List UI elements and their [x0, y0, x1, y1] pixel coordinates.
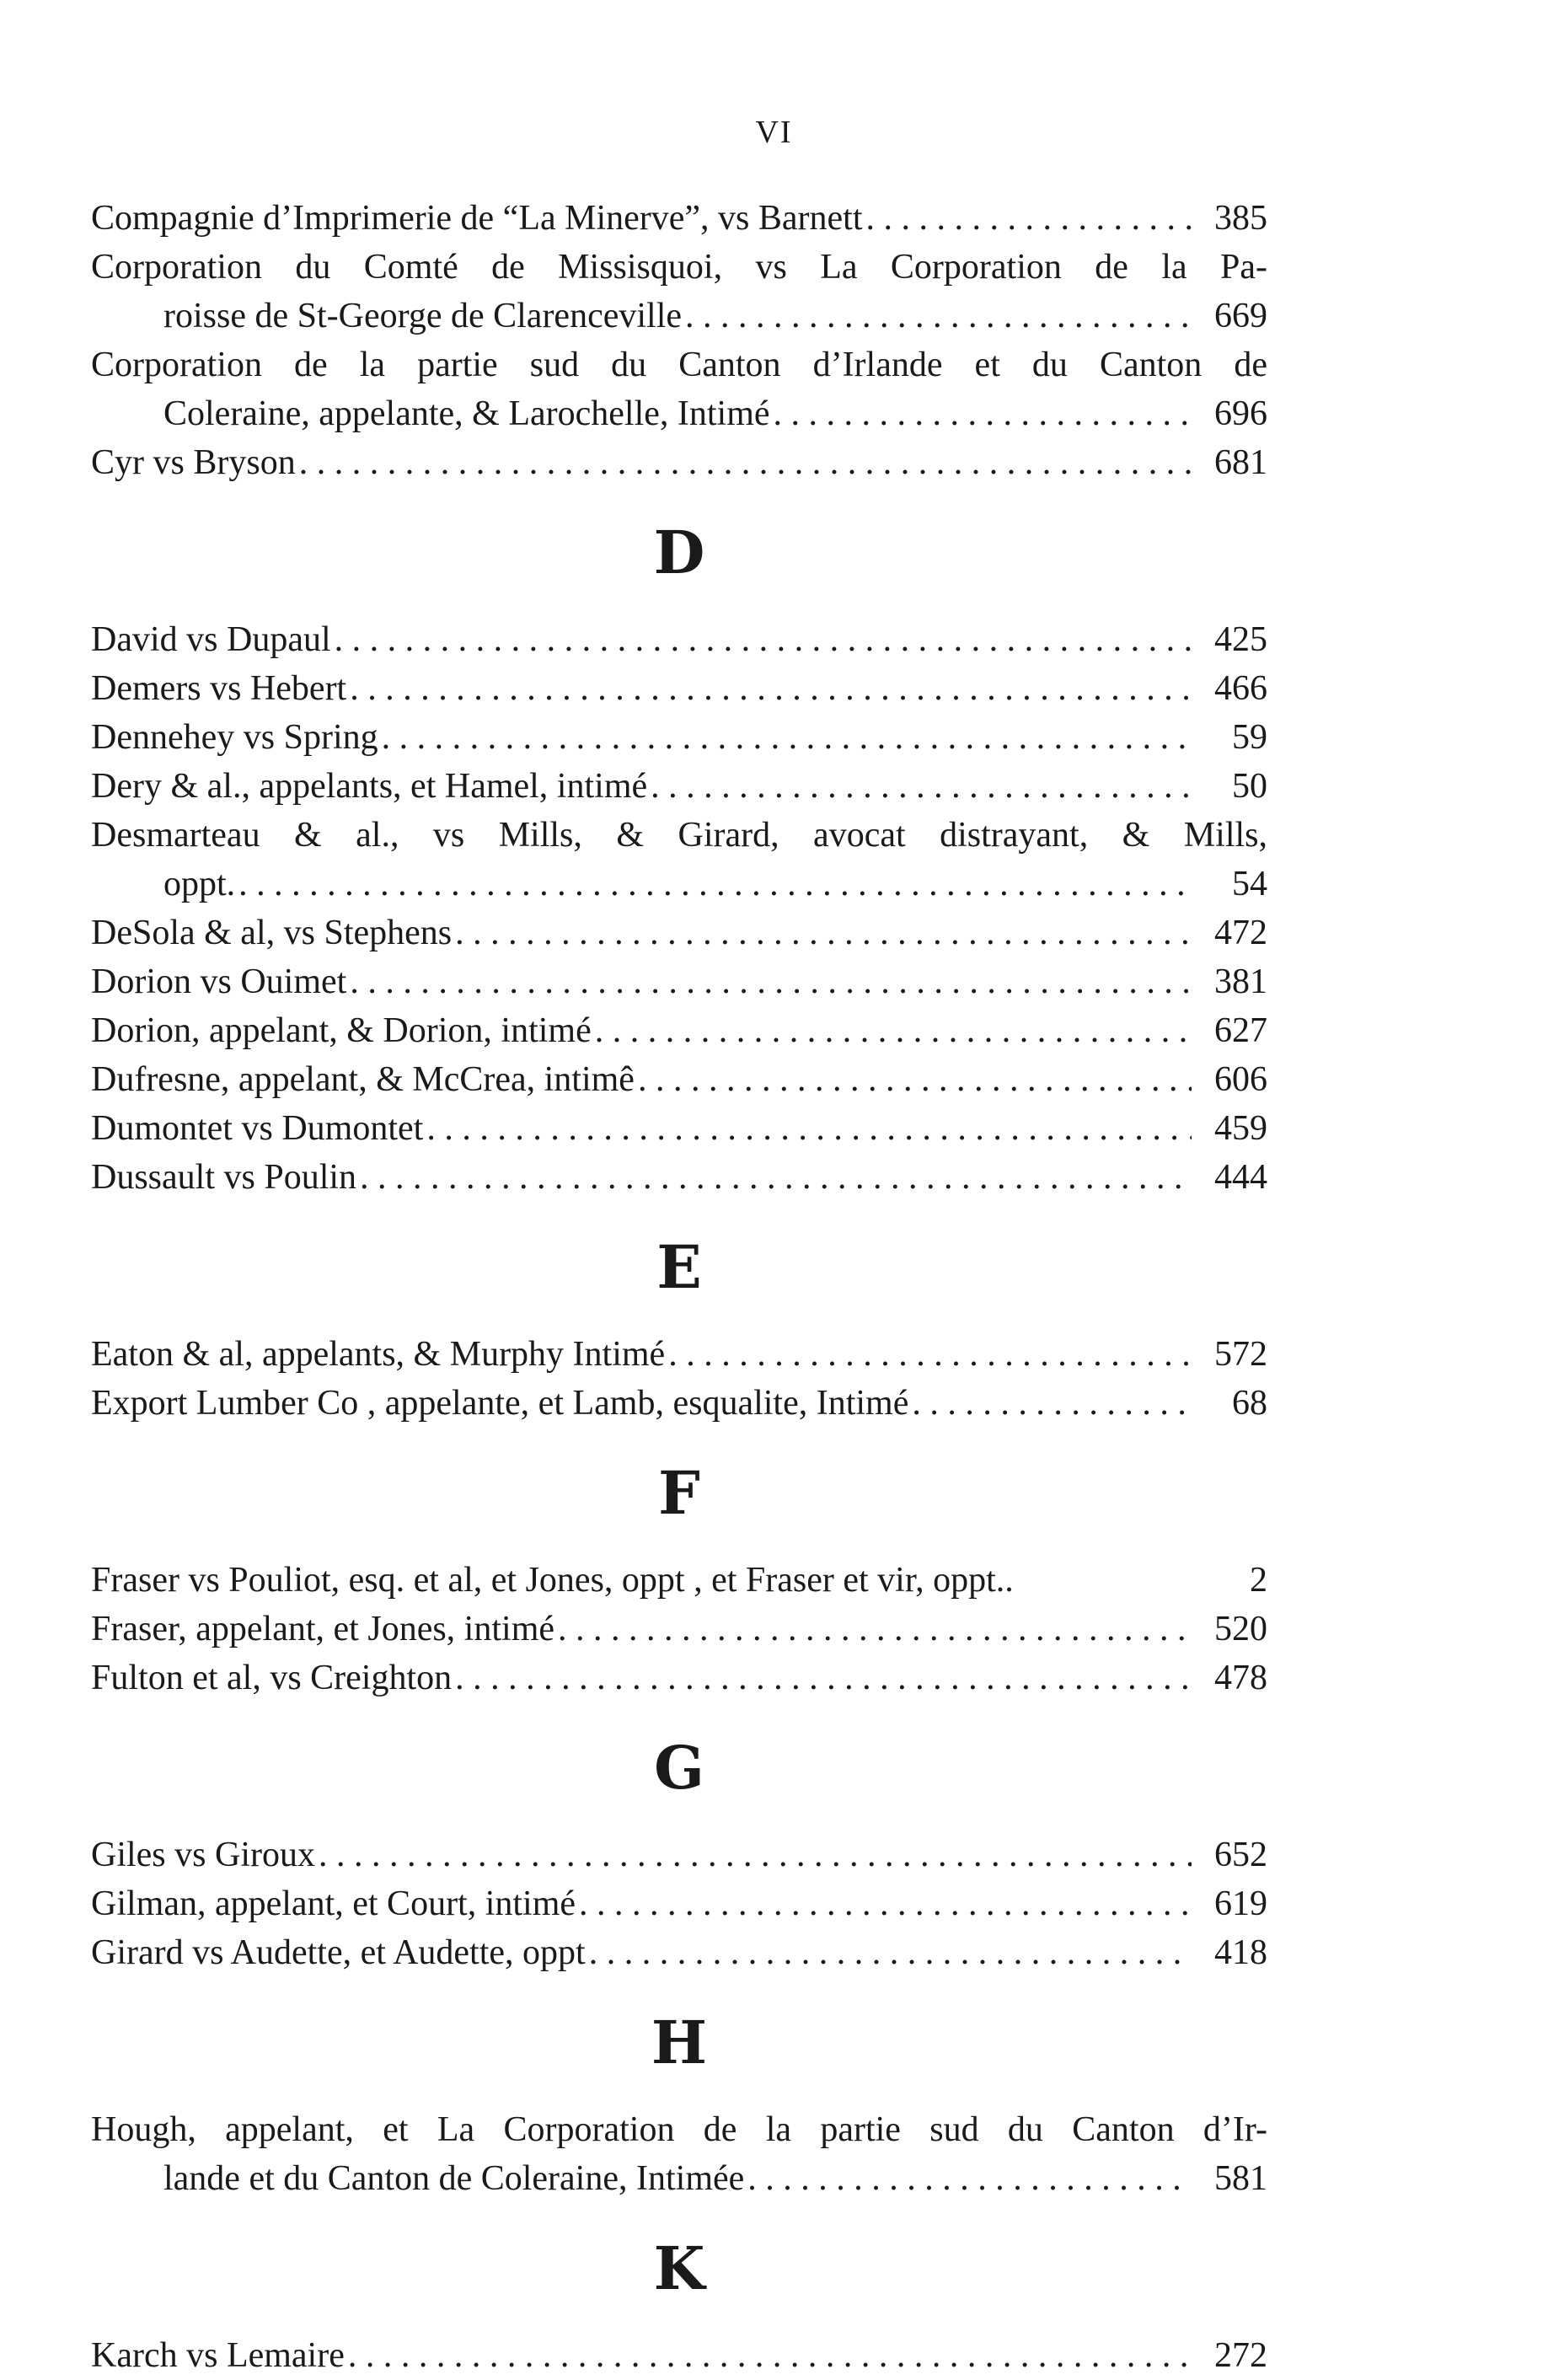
dot-leader: [455, 1654, 1192, 1702]
entry-text: DeSola & al, vs Stephens: [91, 914, 453, 952]
dot-leader: [350, 664, 1192, 713]
dot-leader: [299, 438, 1192, 487]
entry-row: [91, 1379, 1267, 1428]
case-index: [91, 194, 1267, 2380]
index-entry: [91, 194, 1267, 243]
entry-page-number: 381: [1214, 962, 1267, 1001]
section-e: [91, 1330, 1267, 1428]
entry-page-number: 425: [1214, 620, 1267, 659]
entry-text: Dorion vs Ouimet: [91, 962, 347, 1001]
entry-text: lande et du Canton de Coleraine, Intimée: [163, 2159, 745, 2198]
entry-page-number: 696: [1214, 394, 1267, 433]
entry-page-number: 472: [1214, 914, 1267, 952]
entry-row: [91, 1831, 1267, 1879]
index-entry: [91, 1104, 1267, 1153]
index-entry: [91, 438, 1267, 487]
entry-first-line: Hough, appelant, et La Corporation de la partie sud du Canton d’Ir-: [91, 2110, 1267, 2149]
section-k: [91, 2331, 1267, 2380]
index-entry: [91, 1330, 1267, 1379]
index-entry: [91, 2105, 1267, 2203]
entry-page-number: 459: [1214, 1109, 1267, 1148]
entry-row: [91, 194, 1267, 243]
section-h: [91, 2105, 1267, 2203]
dot-leader: [455, 909, 1192, 957]
entry-text: Dufresne, appelant, & McCrea, intimê: [91, 1060, 635, 1099]
entry-text: Dussault vs Poulin: [91, 1158, 357, 1197]
entry-row: [91, 1330, 1267, 1379]
entry-row: [91, 2331, 1267, 2380]
section-heading-g: G: [654, 1733, 704, 1803]
entry-text: Gilman, appelant, et Court, intimé: [91, 1884, 576, 1923]
dot-leader: [747, 2154, 1192, 2203]
entry-first-line: Corporation du Comté de Missisquoi, vs La Corporation de la Pa-: [91, 248, 1267, 287]
entry-page-number: 478: [1214, 1659, 1267, 1697]
section-f: [91, 1556, 1267, 1702]
entry-page-number: 520: [1214, 1610, 1267, 1648]
entry-text: Dorion, appelant, & Dorion, intimé: [91, 1011, 592, 1050]
entry-page-number: 50: [1232, 767, 1267, 806]
index-entry: [91, 615, 1267, 664]
entry-row: [91, 860, 1267, 909]
section-heading-d: D: [653, 517, 705, 587]
index-entry: [91, 1928, 1267, 1977]
dot-leader: [651, 762, 1192, 811]
dot-leader: [426, 1104, 1192, 1153]
index-entry: [91, 1055, 1267, 1104]
dot-leader: [668, 1330, 1192, 1379]
entry-text: oppt.: [163, 865, 236, 903]
index-entry: [91, 762, 1267, 811]
entry-page-number: 627: [1214, 1011, 1267, 1050]
entry-row: [91, 1556, 1267, 1605]
index-entry: [91, 1831, 1267, 1879]
entry-page-number: 385: [1214, 199, 1267, 238]
entry-page-number: 652: [1214, 1836, 1267, 1874]
entry-row: [91, 1654, 1267, 1702]
index-entry: [91, 811, 1267, 909]
entry-page-number: 59: [1232, 718, 1267, 757]
entry-text: roisse de St-George de Clarenceville: [163, 297, 683, 335]
entry-text: Export Lumber Co , appelante, et Lamb, esqualite, Intimé: [91, 1384, 909, 1423]
dot-leader: [350, 957, 1192, 1006]
index-entry: [91, 340, 1267, 438]
index-entry: [91, 1153, 1267, 1202]
section-heading-f: F: [658, 1458, 700, 1528]
entry-row: [91, 1879, 1267, 1928]
entry-page-number: 418: [1214, 1933, 1267, 1972]
index-entry: [91, 1556, 1267, 1605]
entry-row: [91, 664, 1267, 713]
entry-text: Fraser, appelant, et Jones, intimé: [91, 1610, 554, 1648]
index-entry: [91, 957, 1267, 1006]
dot-leader: [335, 615, 1192, 664]
entry-text: David vs Dupaul: [91, 620, 331, 659]
entry-row: [91, 909, 1267, 957]
entry-page-number: 669: [1214, 297, 1267, 335]
dot-leader: [774, 389, 1192, 438]
entry-row: [91, 438, 1267, 487]
section-c: [91, 194, 1267, 487]
entry-row: [91, 1605, 1267, 1654]
entry-text: Fraser vs Pouliot, esq. et al, et Jones, oppt , et Fraser et vir, oppt..: [91, 1561, 1014, 1600]
index-entry: [91, 909, 1267, 957]
entry-text: Cyr vs Bryson: [91, 443, 296, 482]
dot-leader: [382, 713, 1192, 762]
dot-leader: [595, 1006, 1192, 1055]
index-entry: [91, 1654, 1267, 1702]
entry-page-number: 466: [1214, 669, 1267, 708]
dot-leader: [558, 1605, 1192, 1654]
entry-text: Dery & al., appelants, et Hamel, intimé: [91, 767, 648, 806]
entry-text: Dennehey vs Spring: [91, 718, 378, 757]
entry-page-number: 444: [1214, 1158, 1267, 1197]
entry-row: [91, 615, 1267, 664]
entry-text: Girard vs Audette, et Audette, oppt: [91, 1933, 586, 1972]
entry-text: Karch vs Lemaire: [91, 2336, 345, 2375]
entry-row: [91, 1104, 1267, 1153]
entry-page-number: 581: [1214, 2159, 1267, 2198]
entry-page-number: 681: [1214, 443, 1267, 482]
dot-leader: [360, 1153, 1192, 1202]
entry-text: Fulton et al, vs Creighton: [91, 1659, 453, 1697]
section-d: [91, 615, 1267, 1202]
index-entry: [91, 2331, 1267, 2380]
entry-page-number: 572: [1214, 1335, 1267, 1374]
entry-page-number: 54: [1232, 865, 1267, 903]
dot-leader: [238, 860, 1192, 909]
entry-page-number: 606: [1214, 1060, 1267, 1099]
entry-text: Demers vs Hebert: [91, 669, 347, 708]
entry-row: [91, 1153, 1267, 1202]
entry-row: [91, 957, 1267, 1006]
entry-text: Coleraine, appelante, & Larochelle, Intimé: [163, 394, 770, 433]
entry-first-line: Corporation de la partie sud du Canton d’Irlande et du Canton de: [91, 346, 1267, 384]
dot-leader: [348, 2331, 1192, 2380]
entry-page-number: 619: [1214, 1884, 1267, 1923]
entry-row: [91, 292, 1267, 340]
entry-page-number: 68: [1232, 1384, 1267, 1423]
entry-row: [91, 762, 1267, 811]
entry-text: Compagnie d’Imprimerie de “La Minerve”, vs Barnett: [91, 199, 863, 238]
index-entry: [91, 713, 1267, 762]
section-heading-h: H: [651, 2007, 708, 2077]
dot-leader: [685, 292, 1192, 340]
index-entry: [91, 1879, 1267, 1928]
section-heading-k: K: [653, 2233, 705, 2303]
section-heading-e: E: [656, 1232, 702, 1302]
entry-text: Giles vs Giroux: [91, 1836, 315, 1874]
index-entry: [91, 664, 1267, 713]
entry-row: [91, 1928, 1267, 1977]
dot-leader: [866, 194, 1192, 243]
dot-leader: [638, 1055, 1192, 1104]
entry-row: [91, 389, 1267, 438]
entry-page-number: 272: [1214, 2336, 1267, 2375]
dot-leader: [589, 1928, 1192, 1977]
entry-text: Dumontet vs Dumontet: [91, 1109, 424, 1148]
entry-row: [91, 1006, 1267, 1055]
entry-first-line: Desmarteau & al., vs Mills, & Girard, avocat distrayant, & Mills,: [91, 816, 1267, 855]
dot-leader: [912, 1379, 1192, 1428]
index-entry: [91, 1605, 1267, 1654]
index-entry: [91, 1006, 1267, 1055]
dot-leader: [579, 1879, 1192, 1928]
index-entry: [91, 1379, 1267, 1428]
page-number: VI: [755, 115, 793, 150]
entry-row: [91, 2154, 1267, 2203]
entry-row: [91, 1055, 1267, 1104]
entry-text: Eaton & al, appelants, & Murphy Intimé: [91, 1335, 666, 1374]
index-entry: [91, 243, 1267, 340]
section-g: [91, 1831, 1267, 1977]
entry-page-number: 2: [1250, 1561, 1267, 1600]
dot-leader: [319, 1831, 1192, 1879]
entry-row: [91, 713, 1267, 762]
